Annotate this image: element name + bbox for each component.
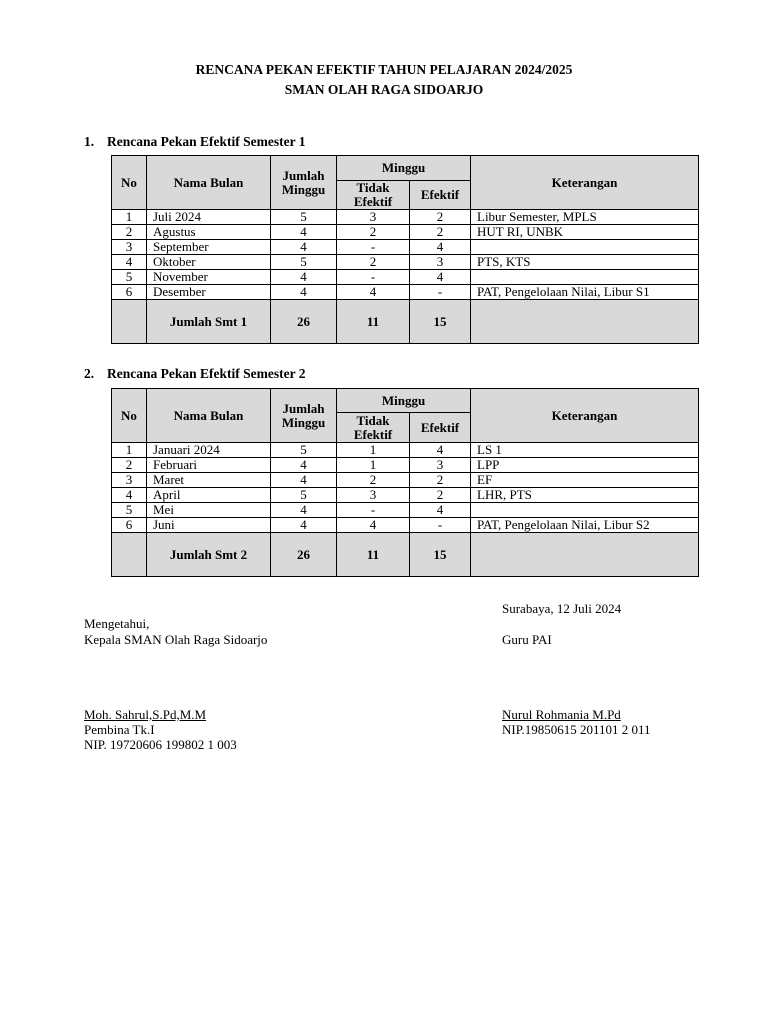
cell-nama-bulan: Januari 2024	[147, 443, 271, 458]
semester-2-table	[111, 388, 699, 577]
cell-nama-bulan: November	[147, 270, 271, 285]
cell-no: 5	[112, 503, 147, 518]
section-title: Rencana Pekan Efektif Semester 2	[107, 366, 306, 381]
cell-nama-bulan: Mei	[147, 503, 271, 518]
header-no: No	[112, 156, 147, 210]
principal-title: Kepala SMAN Olah Raga Sidoarjo	[84, 632, 268, 647]
cell-tidak-efektif: 2	[337, 225, 410, 240]
cell-no: 6	[112, 285, 147, 300]
section-1-heading	[84, 134, 305, 150]
semester-2-rows	[112, 443, 699, 533]
acknowledgement: Mengetahui,	[84, 616, 150, 631]
total-blank	[112, 300, 147, 344]
table-row	[112, 255, 699, 270]
header-minggu: Minggu	[337, 156, 471, 181]
table-row	[112, 285, 699, 300]
table-row	[112, 240, 699, 255]
header-efektif: Efektif	[410, 413, 471, 443]
cell-efektif: 4	[410, 503, 471, 518]
principal-name: Moh. Sahrul,S.Pd,M.M	[84, 707, 207, 722]
cell-efektif: 2	[410, 210, 471, 225]
cell-keterangan: HUT RI, UNBK	[471, 225, 699, 240]
cell-nama-bulan: September	[147, 240, 271, 255]
total-row	[112, 533, 699, 577]
cell-nama-bulan: Agustus	[147, 225, 271, 240]
cell-no: 1	[112, 443, 147, 458]
section-2-heading	[84, 366, 305, 382]
cell-nama-bulan: Desember	[147, 285, 271, 300]
cell-keterangan: PAT, Pengelolaan Nilai, Libur S1	[471, 285, 699, 300]
cell-no: 4	[112, 255, 147, 270]
cell-tidak-efektif: 3	[337, 488, 410, 503]
cell-keterangan: EF	[471, 473, 699, 488]
cell-efektif: 3	[410, 255, 471, 270]
cell-no: 6	[112, 518, 147, 533]
table-row	[112, 270, 699, 285]
cell-tidak-efektif: -	[337, 270, 410, 285]
cell-tidak-efektif: -	[337, 503, 410, 518]
total-jumlah: 26	[271, 533, 337, 577]
cell-nama-bulan: Juni	[147, 518, 271, 533]
principal-rank: Pembina Tk.I	[84, 722, 155, 737]
cell-no: 2	[112, 225, 147, 240]
cell-nama-bulan: April	[147, 488, 271, 503]
cell-keterangan	[471, 270, 699, 285]
cell-nama-bulan: Juli 2024	[147, 210, 271, 225]
cell-efektif: 4	[410, 240, 471, 255]
cell-no: 5	[112, 270, 147, 285]
cell-keterangan: PTS, KTS	[471, 255, 699, 270]
cell-no: 1	[112, 210, 147, 225]
cell-no: 3	[112, 473, 147, 488]
cell-keterangan: PAT, Pengelolaan Nilai, Libur S2	[471, 518, 699, 533]
cell-nama-bulan: Maret	[147, 473, 271, 488]
cell-keterangan: LHR, PTS	[471, 488, 699, 503]
cell-no: 4	[112, 488, 147, 503]
cell-nama-bulan: Oktober	[147, 255, 271, 270]
total-efektif: 15	[410, 300, 471, 344]
principal-nip: NIP. 19720606 199802 1 003	[84, 737, 237, 752]
section-number: 1.	[84, 134, 95, 149]
cell-jumlah-minggu: 4	[271, 225, 337, 240]
cell-tidak-efektif: 2	[337, 255, 410, 270]
table-row	[112, 518, 699, 533]
section-number: 2.	[84, 366, 95, 381]
total-keterangan	[471, 300, 699, 344]
place-date: Surabaya, 12 Juli 2024	[502, 601, 622, 616]
cell-keterangan: LPP	[471, 458, 699, 473]
teacher-name: Nurul Rohmania M.Pd	[502, 707, 621, 722]
cell-efektif: 2	[410, 225, 471, 240]
cell-tidak-efektif: 2	[337, 473, 410, 488]
cell-tidak-efektif: 4	[337, 518, 410, 533]
header-keterangan: Keterangan	[471, 389, 699, 443]
cell-jumlah-minggu: 4	[271, 473, 337, 488]
cell-efektif: 2	[410, 488, 471, 503]
cell-jumlah-minggu: 4	[271, 518, 337, 533]
table-row	[112, 225, 699, 240]
header-jumlah-minggu: Jumlah Minggu	[271, 389, 337, 443]
cell-jumlah-minggu: 4	[271, 503, 337, 518]
cell-tidak-efektif: 1	[337, 443, 410, 458]
cell-jumlah-minggu: 4	[271, 270, 337, 285]
teacher-nip: NIP.19850615 201101 2 011	[502, 722, 651, 737]
total-jumlah: 26	[271, 300, 337, 344]
total-row	[112, 300, 699, 344]
cell-no: 2	[112, 458, 147, 473]
cell-tidak-efektif: -	[337, 240, 410, 255]
header-efektif: Efektif	[410, 181, 471, 210]
cell-jumlah-minggu: 5	[271, 488, 337, 503]
total-tidak-efektif: 11	[337, 300, 410, 344]
table-row	[112, 443, 699, 458]
header-no: No	[112, 389, 147, 443]
cell-jumlah-minggu: 5	[271, 255, 337, 270]
header-jumlah-minggu: Jumlah Minggu	[271, 156, 337, 210]
cell-tidak-efektif: 4	[337, 285, 410, 300]
cell-efektif: 2	[410, 473, 471, 488]
header-tidak-efektif: Tidak Efektif	[337, 181, 410, 210]
table-row	[112, 473, 699, 488]
table-row	[112, 488, 699, 503]
header-nama-bulan: Nama Bulan	[147, 389, 271, 443]
total-label: Jumlah Smt 2	[147, 533, 271, 577]
table-row	[112, 458, 699, 473]
total-keterangan	[471, 533, 699, 577]
total-efektif: 15	[410, 533, 471, 577]
cell-tidak-efektif: 3	[337, 210, 410, 225]
cell-tidak-efektif: 1	[337, 458, 410, 473]
document-title: RENCANA PEKAN EFEKTIF TAHUN PELAJARAN 2024/2025	[195, 62, 573, 77]
table-row	[112, 503, 699, 518]
table-row	[112, 210, 699, 225]
cell-efektif: -	[410, 285, 471, 300]
cell-jumlah-minggu: 4	[271, 240, 337, 255]
section-title: Rencana Pekan Efektif Semester 1	[107, 134, 306, 149]
header-tidak-efektif: Tidak Efektif	[337, 413, 410, 443]
semester-1-table	[111, 155, 699, 344]
cell-jumlah-minggu: 5	[271, 443, 337, 458]
cell-efektif: 3	[410, 458, 471, 473]
header-nama-bulan: Nama Bulan	[147, 156, 271, 210]
total-blank	[112, 533, 147, 577]
total-label: Jumlah Smt 1	[147, 300, 271, 344]
cell-jumlah-minggu: 4	[271, 285, 337, 300]
header-keterangan: Keterangan	[471, 156, 699, 210]
cell-efektif: 4	[410, 443, 471, 458]
cell-no: 3	[112, 240, 147, 255]
school-name: SMAN OLAH RAGA SIDOARJO	[284, 82, 484, 97]
cell-efektif: -	[410, 518, 471, 533]
cell-keterangan: LS 1	[471, 443, 699, 458]
cell-keterangan	[471, 240, 699, 255]
cell-keterangan	[471, 503, 699, 518]
cell-jumlah-minggu: 5	[271, 210, 337, 225]
cell-nama-bulan: Februari	[147, 458, 271, 473]
header-minggu: Minggu	[337, 389, 471, 413]
cell-efektif: 4	[410, 270, 471, 285]
teacher-role: Guru PAI	[502, 632, 552, 647]
total-tidak-efektif: 11	[337, 533, 410, 577]
semester-1-rows	[112, 210, 699, 300]
cell-keterangan: Libur Semester, MPLS	[471, 210, 699, 225]
cell-jumlah-minggu: 4	[271, 458, 337, 473]
